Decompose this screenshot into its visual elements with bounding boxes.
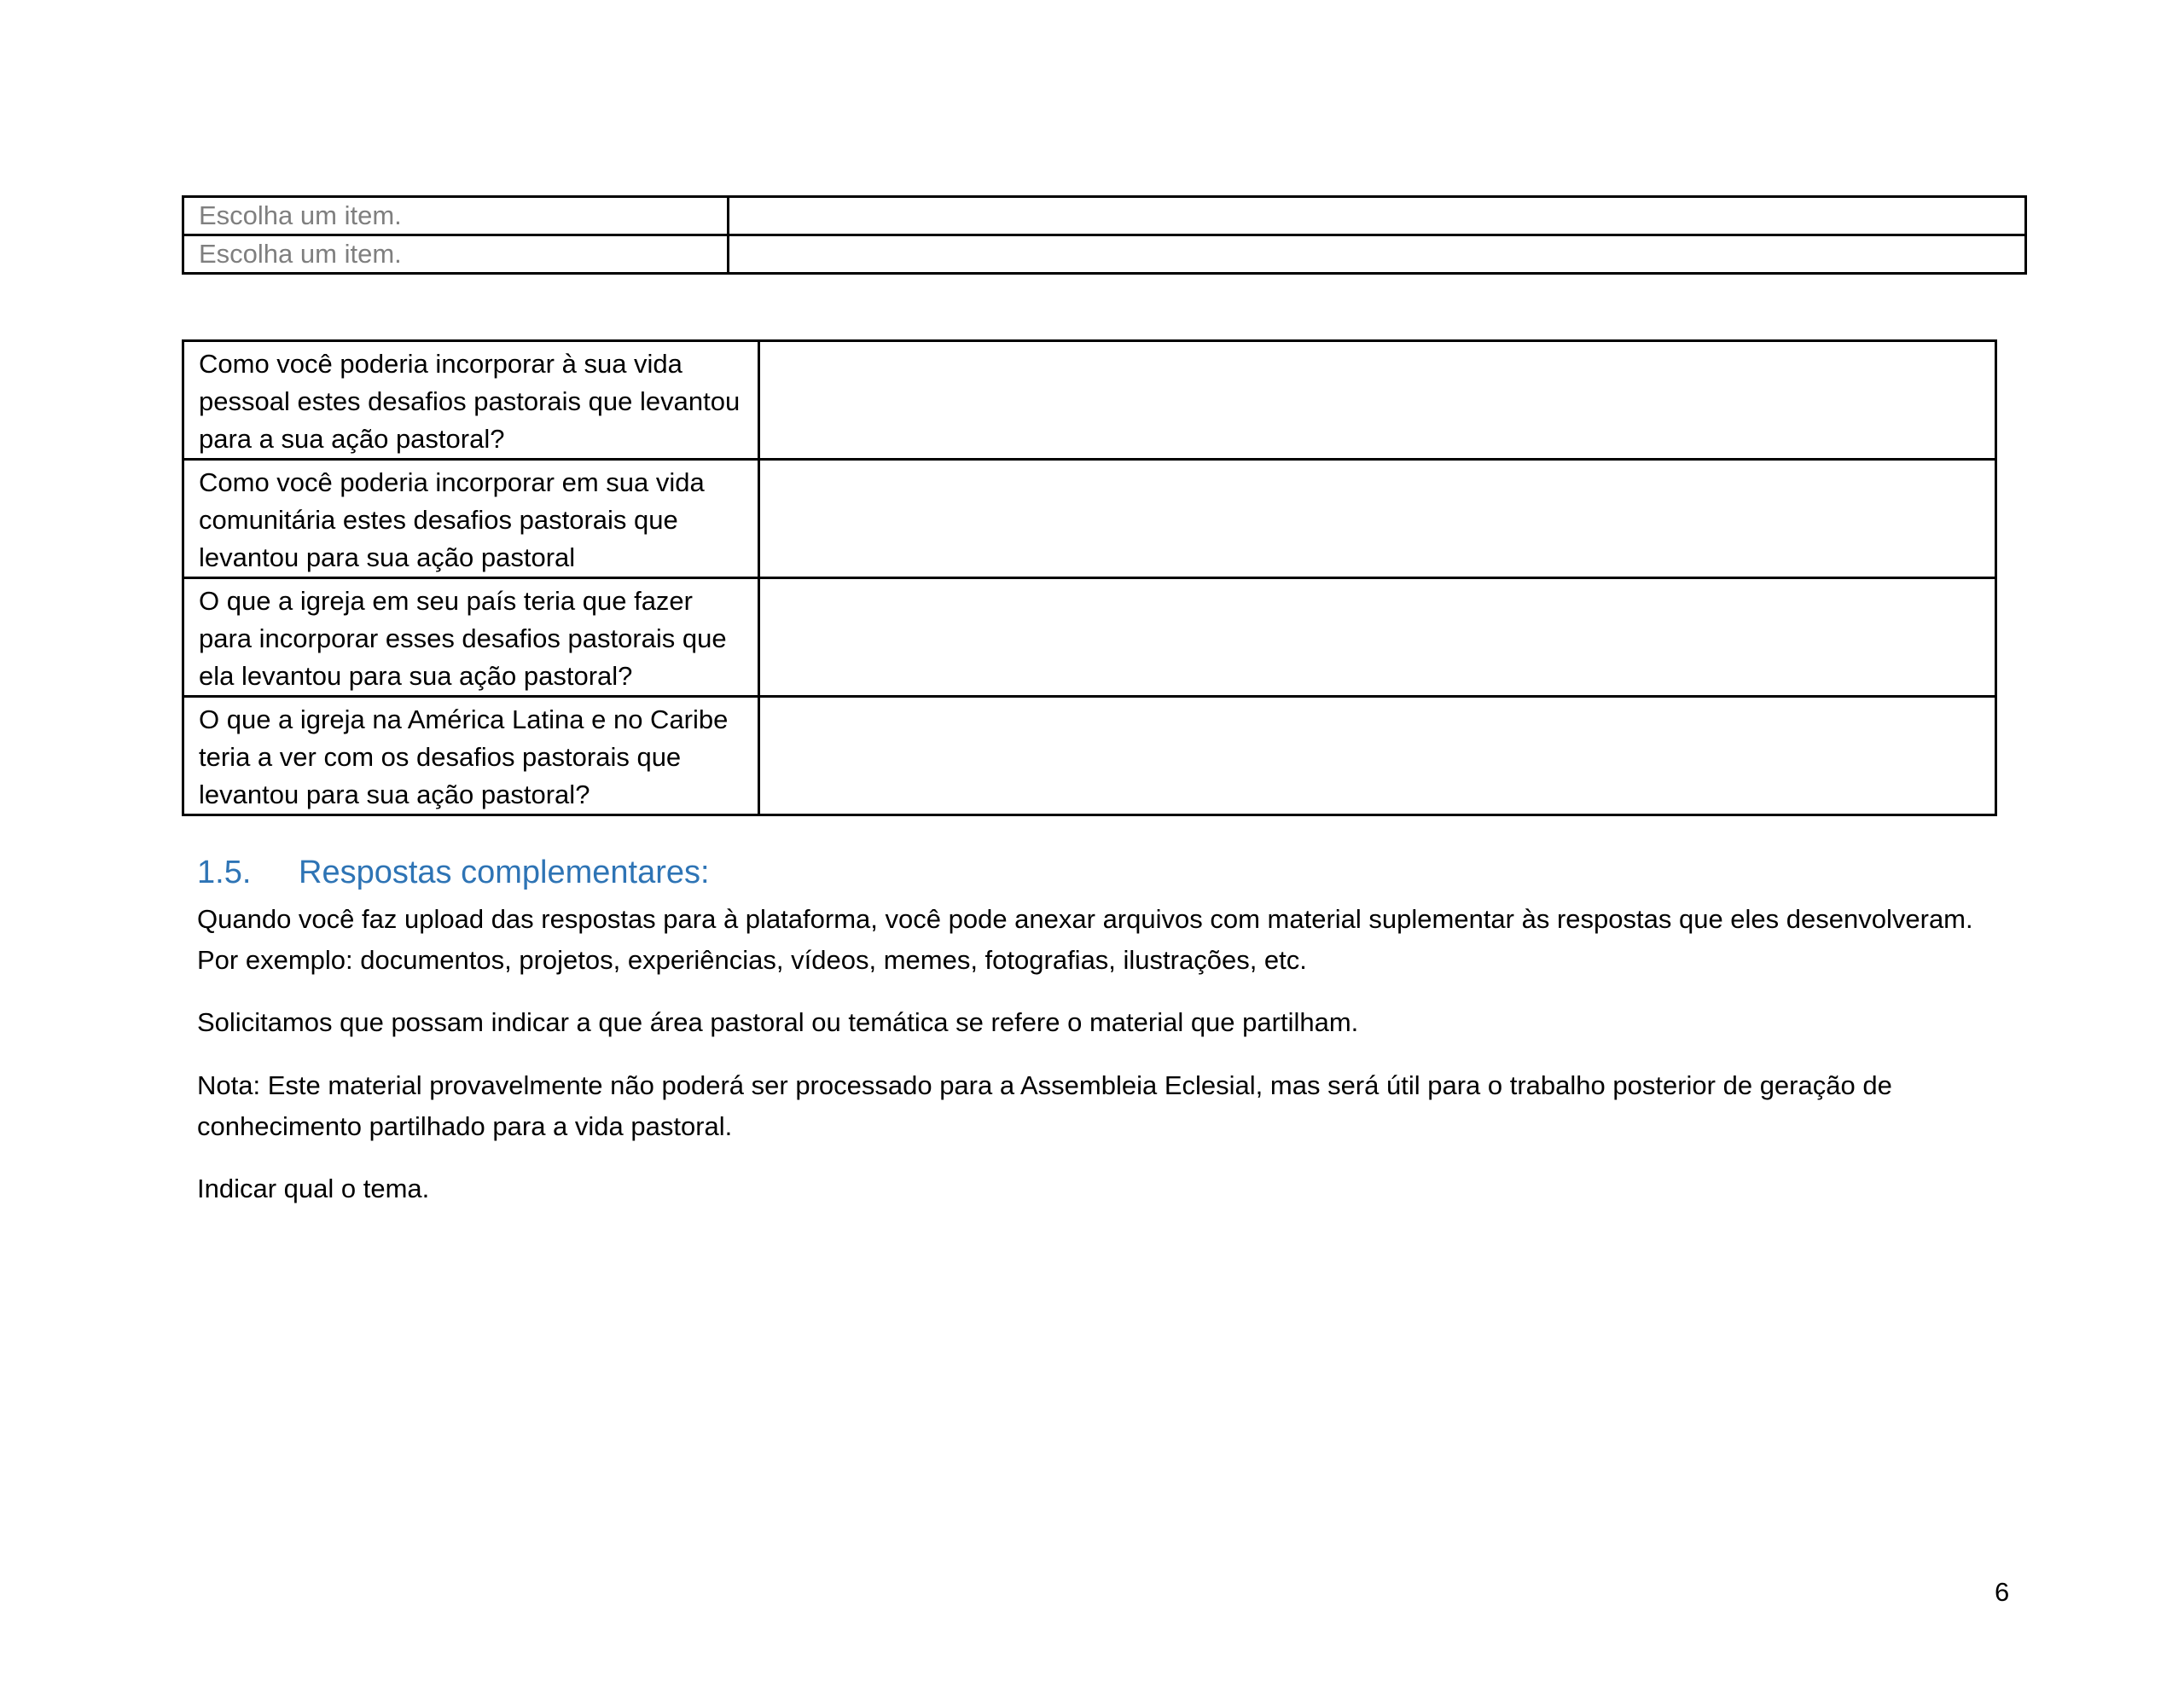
table-row bbox=[183, 341, 1996, 460]
table-row bbox=[183, 197, 2026, 235]
answer-cell[interactable] bbox=[759, 341, 1996, 460]
page-number: 6 bbox=[1995, 1577, 2010, 1607]
question-cell: O que a igreja em seu país teria que fazer para incorporar esses desafios pastorais que ela levantou para sua ação pastoral? bbox=[183, 578, 759, 697]
choice-dropdown[interactable]: Escolha um item. bbox=[183, 197, 729, 235]
choice-dropdown[interactable]: Escolha um item. bbox=[183, 235, 729, 274]
paragraph-upload-info: Quando você faz upload das respostas para à plataforma, você pode anexar arquivos com material suplementar às respostas que eles desenvolveram. Por exemplo: documentos, projetos, experiências, vídeos, memes, fotografias, ilustrações, etc. bbox=[197, 904, 1973, 975]
section-heading bbox=[197, 851, 710, 894]
answer-cell[interactable] bbox=[729, 197, 2026, 235]
question-cell: O que a igreja na América Latina e no Caribe teria a ver com os desafios pastorais que levantou para sua ação pastoral? bbox=[183, 697, 759, 815]
paragraph-indicate-theme: Indicar qual o tema. bbox=[197, 1174, 430, 1203]
section-number: 1.5. bbox=[197, 855, 252, 890]
table-row bbox=[183, 697, 1996, 815]
answer-cell[interactable] bbox=[759, 578, 1996, 697]
question-cell: Como você poderia incorporar à sua vida pessoal estes desafios pastorais que levantou para a sua ação pastoral? bbox=[183, 341, 759, 460]
paragraph-request: Solicitamos que possam indicar a que área pastoral ou temática se refere o material que partilham. bbox=[197, 1007, 1359, 1037]
table-row bbox=[183, 235, 2026, 274]
answer-cell[interactable] bbox=[729, 235, 2026, 274]
question-table bbox=[182, 339, 1997, 816]
question-cell: Como você poderia incorporar em sua vida comunitária estes desafios pastorais que levantou para sua ação pastoral bbox=[183, 460, 759, 578]
answer-cell[interactable] bbox=[759, 460, 1996, 578]
table-row bbox=[183, 578, 1996, 697]
answer-cell[interactable] bbox=[759, 697, 1996, 815]
section-title: Respostas complementares: bbox=[299, 855, 710, 890]
choice-table bbox=[182, 195, 2027, 275]
paragraph-note: Nota: Este material provavelmente não poderá ser processado para a Assembleia Eclesial, mas será útil para o trabalho posterior de geração de conhecimento partilhado para a vida pastoral. bbox=[197, 1070, 1892, 1141]
table-row bbox=[183, 460, 1996, 578]
